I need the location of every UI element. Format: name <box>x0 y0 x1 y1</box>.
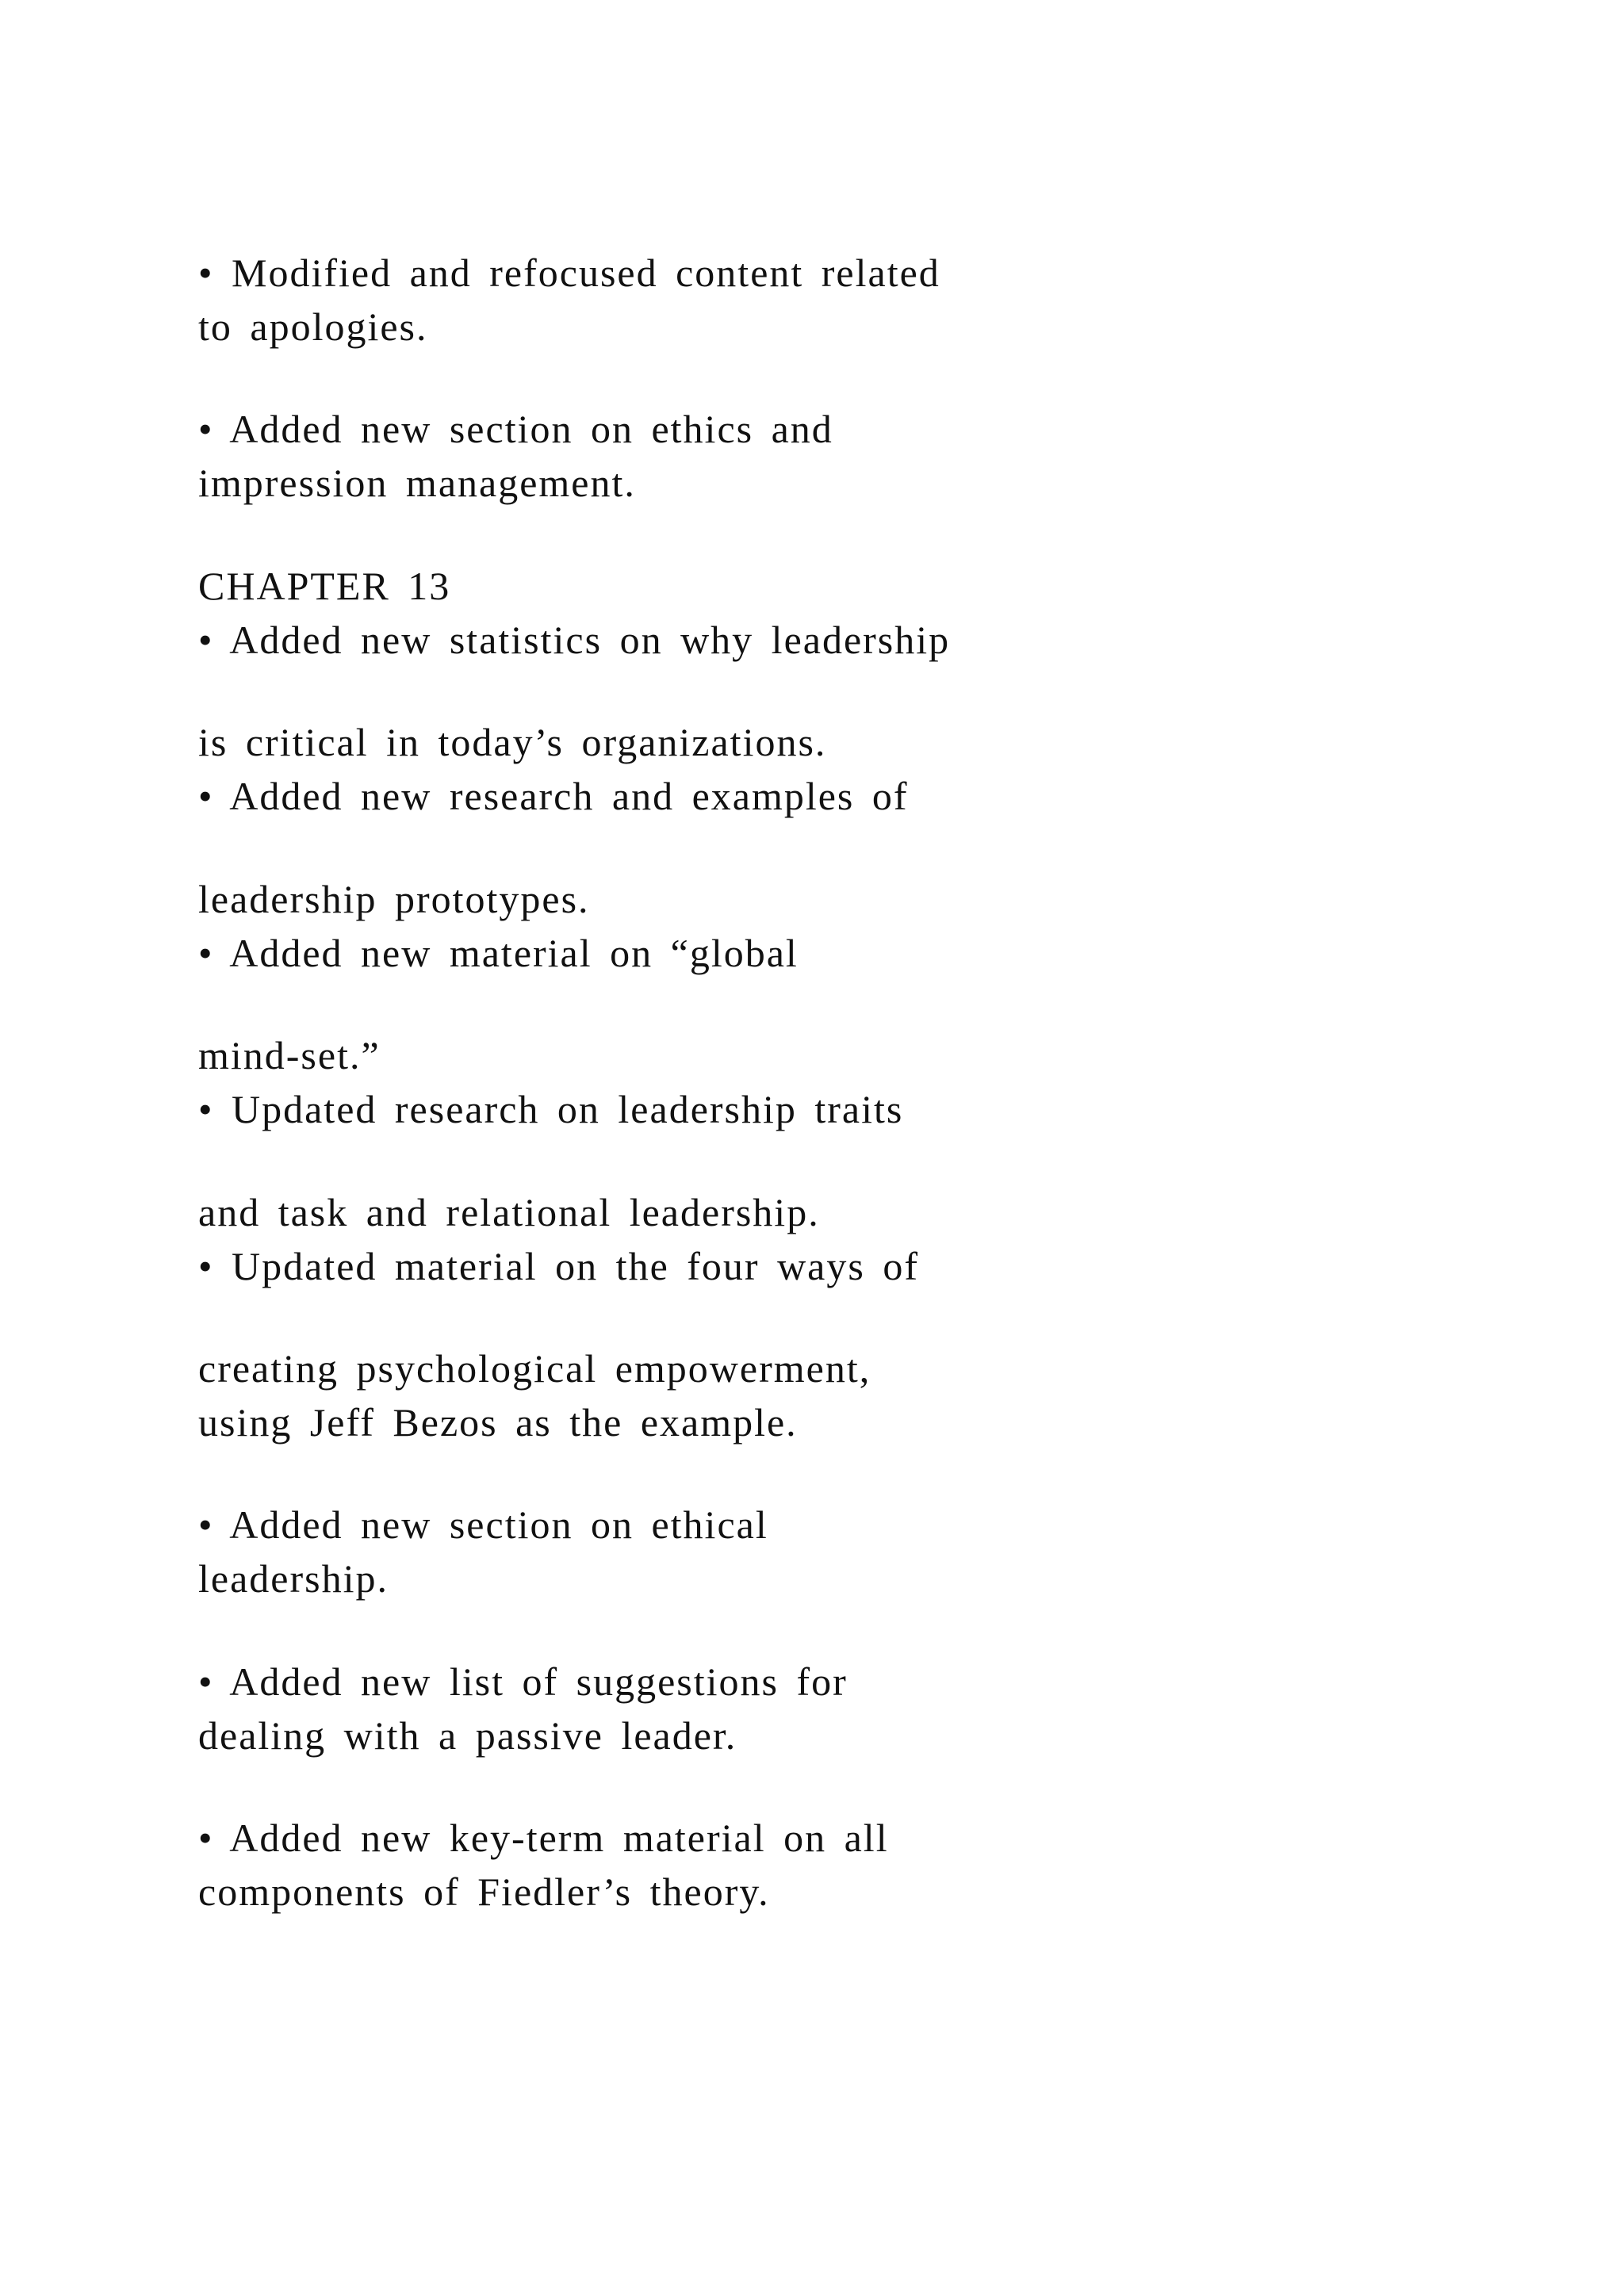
text-line: and task and relational leadership. <box>198 1190 820 1234</box>
text-line: leadership. <box>198 1556 389 1601</box>
text-line: • Updated research on leadership traits <box>198 1087 904 1131</box>
chapter-heading: CHAPTER 13 <box>198 564 451 608</box>
text-line: • Updated material on the four ways of <box>198 1244 919 1288</box>
text-line: is critical in today’s organizations. <box>198 720 827 764</box>
text-line: • Added new material on “global <box>198 931 799 975</box>
text-line: mind-set.” <box>198 1033 381 1077</box>
text-line: • Added new section on ethical <box>198 1502 768 1547</box>
text-line: leadership prototypes. <box>198 877 590 921</box>
text-line: • Added new key-term material on all <box>198 1816 889 1860</box>
text-line: using Jeff Bezos as the example. <box>198 1400 798 1445</box>
text-line: • Added new section on ethics and <box>198 407 833 451</box>
text-line: creating psychological empowerment, <box>198 1346 871 1391</box>
text-line: to apologies. <box>198 304 428 349</box>
text-line: dealing with a passive leader. <box>198 1713 737 1758</box>
text-line: impression management. <box>198 461 636 505</box>
text-line: • Added new research and examples of <box>198 774 909 818</box>
text-line: • Modified and refocused content related <box>198 251 940 295</box>
text-line: components of Fiedler’s theory. <box>198 1869 770 1914</box>
text-line: • Added new statistics on why leadership <box>198 618 951 662</box>
text-line: • Added new list of suggestions for <box>198 1659 848 1704</box>
